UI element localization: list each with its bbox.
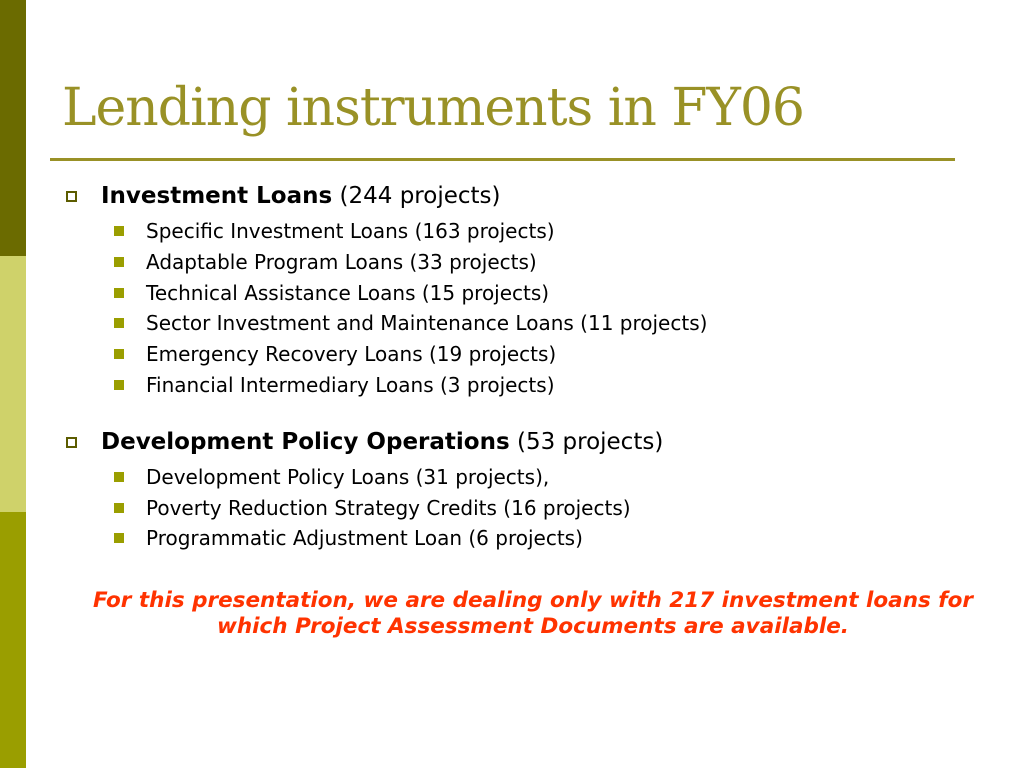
bullet-count: (53 projects) [516,428,664,455]
bullet-heading: Development Policy Operations [101,428,510,455]
bullet-group-investment-loans [0,176,1024,401]
hollow-square-bullet-icon [66,191,77,202]
level2-bullet [0,462,1024,493]
bullet-text: Programmatic Adjustment Loan (6 projects) [146,526,583,551]
level2-bullet [0,216,1024,247]
level2-bullet [0,493,1024,524]
square-bullet-icon [114,257,124,267]
bullet-text: Sector Investment and Maintenance Loans (11 projects) [146,311,708,336]
bullet-text: Emergency Recovery Loans (19 projects) [146,342,557,367]
bullet-text: Development Policy Loans (31 projects), [146,464,550,489]
level2-bullet [0,370,1024,401]
level2-bullet [0,278,1024,309]
square-bullet-icon [114,503,124,513]
bullet-text: Technical Assistance Loans (15 projects) [146,280,550,305]
level1-bullet [0,422,1024,462]
bullet-text: Financial Intermediary Loans (3 projects) [146,372,555,397]
square-bullet-icon [114,349,124,359]
level1-bullet [0,176,1024,216]
square-bullet-icon [114,533,124,543]
square-bullet-icon [114,472,124,482]
square-bullet-icon [114,380,124,390]
bullet-heading: Investment Loans [101,183,333,209]
slide-body [0,176,1024,554]
bullet-text: Specific Investment Loans (163 projects) [146,219,555,243]
bullet-text: Adaptable Program Loans (33 projects) [146,249,537,274]
title-underline [50,158,955,161]
square-bullet-icon [114,226,124,236]
highlight-note: For this presentation, we are dealing only with 217 investment loans for which Project Assessment Documents are available. [92,588,974,639]
square-bullet-icon [114,318,124,328]
level2-bullet [0,308,1024,339]
hollow-square-bullet-icon [66,437,77,448]
square-bullet-icon [114,288,124,298]
bullet-count: (244 projects) [339,183,501,209]
level2-bullet [0,523,1024,554]
slide-title: Lending instruments in FY06 [62,78,804,138]
level2-bullet [0,247,1024,278]
bullet-text: Poverty Reduction Strategy Credits (16 projects) [146,495,631,520]
bullet-group-development-policy-operations [0,422,1024,554]
level2-bullet [0,339,1024,370]
